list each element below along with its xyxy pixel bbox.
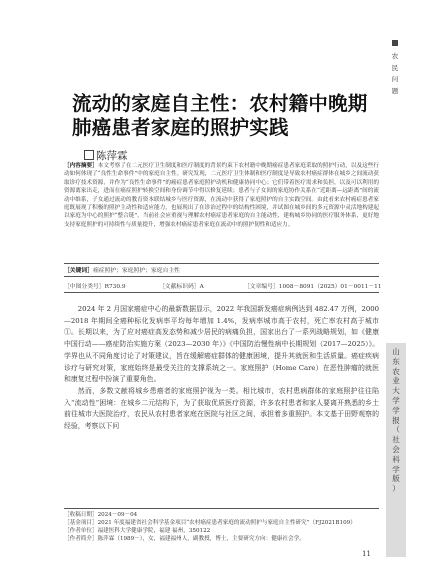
journal-char: 业 [392, 376, 400, 386]
footnote-divider [64, 508, 379, 509]
journal-char: 大 [392, 386, 400, 396]
journal-char: 农 [392, 366, 400, 376]
journal-char: 学 [392, 405, 400, 415]
journal-char: 报 [392, 415, 400, 425]
divider [64, 263, 379, 264]
journal-char: 学 [392, 395, 400, 405]
journal-char: 社 [392, 435, 400, 445]
paragraph: 2024 年 2 月国家癌症中心的最新数据显示，2022 年我国新发癌症病例达到 482.47 万例，2000—2018 年期间全癌种标化发病率平均每年增加 1.4%，发病率城市高于农村，死亡率农村高于城市①。长期以来，为了应对癌症高发态势和减少居民的病痛负担，国家出台了一系列战略规划，如《健康中国行动——癌症防治实施方案（2023—2030 年）》《中国防治慢性病中长期规划（2017—2025）》。学界也从不同角度讨论了对策建议，旨在缓解癌症群体的健康困境，提升其就医和生活质量。癌症疾病诊疗与研究对策，家庭始终是最受关注的支撑系统之一。家庭照护（Home Care）在恶性肿瘤的就医和康复过程中扮演了重要角色。 [64, 305, 379, 384]
journal-char: 版 [392, 474, 400, 484]
journal-char: 会 [392, 444, 400, 454]
author-line [84, 148, 128, 163]
page-number: 11 [362, 550, 371, 558]
fund-info: ［基金项目］2021 年度福建省社会科学基金项目“农村癌症患者家庭的流动照护与家庭自主性研究”（FJ2021B109） [64, 520, 356, 526]
section-char: 民 [391, 63, 399, 72]
paragraph: 然而，多数文献将城乡患癌者的家庭照护视为一类。相比城市，农村患病群体的家庭照护往往陷入“流动性”困境：在城乡二元结构下，为了获取优质医疗资源，许多农村患者和家人要离开熟悉的乡土前往城市大医院治疗，农民从农村患者家庭在医院与社区之间，承担着多重照护。本文基于田野观察的经验，考察以下问 [64, 386, 379, 431]
journal-char: 山 [392, 347, 400, 356]
article-title [72, 92, 382, 140]
journal-char: 东 [392, 356, 400, 366]
keywords-text: 癌症照护；家庭照护；家庭自主性 [93, 268, 180, 274]
body-text [64, 304, 379, 433]
divider [64, 276, 379, 277]
journal-char: 科 [392, 454, 400, 464]
author-name: 陈萍霖 [96, 150, 128, 162]
journal-char: ） [392, 484, 400, 494]
article-number: ［文章编号］1008－8091（2025）01－0011－11 [244, 284, 382, 290]
title-line: 流动的家庭自主性：农村籍中晚期 [72, 92, 368, 115]
keywords-label: ［关键词］ [64, 268, 93, 274]
document-code: ［文献标识码］A [159, 284, 204, 290]
journal-char: （ [392, 425, 400, 435]
section-char: 问 [391, 75, 399, 83]
abstract-text: 本文考察了在二元医疗卫生制度和医疗制度的背景约束下农村籍中晚期癌症患者家庭采取的照护行动，以及这些行动如何体现了“良性生命事件”中的家庭自主性。研究发现，二元医疗卫生体制和医疗制度是导致农村癌症群体在城乡之间流动获取诊疗技术资源，并作为“良性生命事件”的癌症患者家庭照护动机和健康协同中心；它们带着医疗需求和负担，以及可以利用的资源离家出走，进而在癌症照护转换空间和身份调节中得以修复延续；患者与子女间的家庭协作关系在“近距离—远距离”间的流动中维系，子女通过流动的教育资本联结城乡与医疗资源，在流动中获得了家庭照护的自主实践空间。由此看来农村癌症患者家庭既展现了积极的照护主动性和适应能力，也展现出了在诊治过程中的结构性困境，并试图在城乡间的多元资源中灵活地构建起以家庭为中心的照护“整合链”。当前社会应重视与理解农村癌症患者家庭的自主能动性，建构城乡协同的医疗服务体系，更好地支持家庭照护的可持续性与质量提升，增强农村癌症患者家庭在流动中的照护韧性和适应力。 [64, 163, 379, 228]
section-label [389, 40, 401, 97]
author-box-icon [84, 150, 94, 160]
section-marker-icon [392, 40, 398, 46]
abstract [64, 162, 379, 229]
section-char: 农 [391, 52, 399, 60]
received-date: ［收稿日期］2024－09－04 [64, 512, 138, 518]
author-affiliation: ［作者单位］福建医科大学健康学院，福建 福州，350122 [64, 528, 211, 534]
journal-char: 学 [392, 464, 400, 474]
clc-number: ［中图分类号］R730.9 [64, 284, 126, 290]
journal-name-band [386, 343, 406, 557]
title-line: 肺癌患者家庭的照护实践 [72, 116, 289, 139]
section-char: 题 [391, 86, 399, 95]
footnote [64, 511, 379, 543]
keywords [64, 265, 379, 274]
abstract-label: ［内容摘要］ [64, 163, 98, 169]
author-bio: ［作者简介］陈萍霖（1989－），女，福建福州人，副教授，博士，主要研究方向：健康社会学。 [64, 536, 305, 542]
divider [64, 292, 379, 293]
